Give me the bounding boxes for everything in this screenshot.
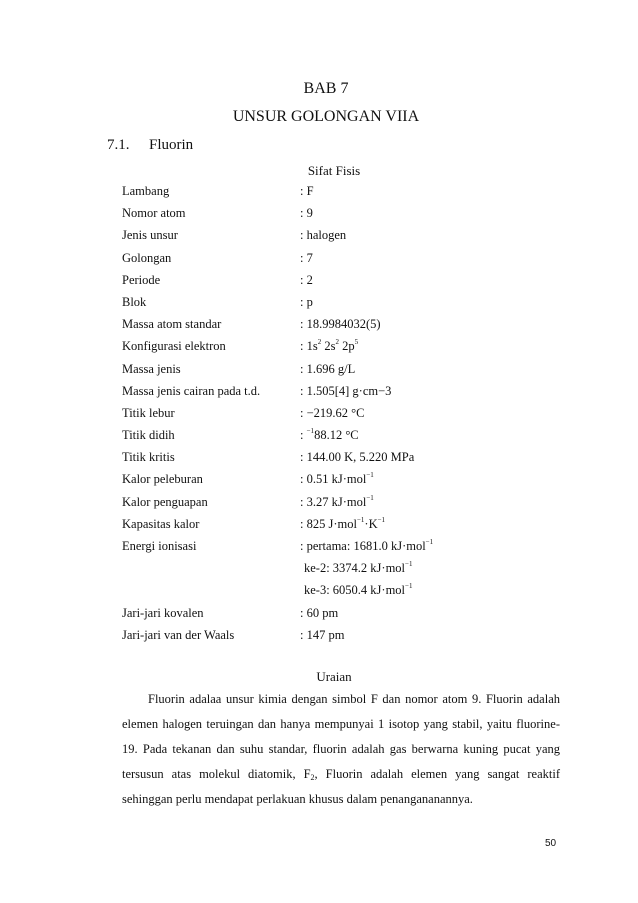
property-value: : 3.27 kJ·mol$^{-1}$: [300, 493, 374, 509]
property-value: : 147 pm: [300, 627, 345, 642]
property-label: Periode: [122, 272, 161, 287]
property-value: : 1.696 g/L: [300, 361, 356, 376]
description-heading: Uraian: [316, 669, 352, 684]
property-label: Massa jenis cairan pada t.d.: [122, 383, 261, 398]
property-row: [122, 339, 542, 361]
description-subscript: 2: [310, 772, 315, 782]
page-number: 50: [545, 838, 557, 849]
property-value: : $^{-1}$88.12 °C: [300, 427, 359, 443]
property-value: ke-2: 3374.2 kJ·mol$^{-1}$: [304, 560, 413, 576]
property-label: Lambang: [122, 184, 170, 198]
property-value: : 825 $J\cdot mol^{-1}\cdot K^{-1}$: [300, 515, 386, 531]
property-label: Nomor atom: [122, 206, 186, 221]
property-value: : 1.505[4] g·cm−3: [300, 383, 392, 398]
description-text-1: Fluorin adalaa unsur kimia dengan simbol F dan nomor atom 9. Fluorin adalah elemen halogen teruingan dan hanya mempunyai 1 isotop yang stabil, yaitu fluorine-19. Pada tekanan dan suhu standar, fluorin adalah gas berwarna kuning pucat yang tersusun atas molekul diatomik, F: [122, 692, 560, 781]
chapter-title: UNSUR GOLONGAN VIIA: [232, 108, 420, 125]
property-row: [122, 251, 542, 273]
property-value: : −219.62 °C: [300, 405, 365, 420]
property-value: : halogen: [300, 228, 347, 243]
property-row: [122, 517, 542, 539]
property-row: [122, 628, 542, 650]
property-value: : 2: [300, 272, 313, 287]
section-title: Fluorin: [149, 137, 194, 153]
property-row: [122, 184, 542, 206]
property-value: ke-3: 6050.4 kJ·mol$^{-1}$: [304, 582, 413, 598]
property-value: : $1s^2$ $2s^2$ $2p^5$: [300, 338, 359, 354]
property-label: Titik kritis: [122, 450, 175, 465]
property-value: : 60 pm: [300, 605, 339, 620]
property-row: [122, 295, 542, 317]
property-label: Jari-jari van der Waals: [122, 627, 235, 642]
property-label: Golongan: [122, 250, 172, 265]
property-value: : F: [300, 184, 314, 198]
property-row: [122, 228, 542, 250]
description-text-2: , Fluorin adalah elemen yang sangat reaktif sehinggan perlu mendapat perlakuan khusus dalam penangananannya.: [122, 766, 560, 806]
property-row: [122, 317, 542, 339]
property-label: Kalor penguapan: [122, 494, 208, 509]
property-value: : 18.9984032(5): [300, 317, 381, 332]
properties-table: [122, 184, 542, 650]
description-paragraph: [122, 687, 560, 812]
properties-heading: Sifat Fisis: [307, 163, 361, 178]
property-row: [122, 539, 542, 561]
property-label: Massa jenis: [122, 361, 181, 376]
property-row: [122, 406, 542, 428]
property-label: Energi ionisasi: [122, 539, 197, 553]
section-heading: [107, 137, 193, 154]
property-row: [122, 362, 542, 384]
property-value: : 7: [300, 250, 313, 265]
property-value: : 144.00 K, 5.220 MPa: [300, 450, 415, 465]
property-row: [122, 472, 542, 494]
chapter-number: BAB 7: [303, 80, 349, 97]
property-value: : 9: [300, 206, 313, 221]
property-row: [122, 428, 542, 450]
property-value: : 0.51 kJ·mol$^{-1}$: [300, 471, 374, 487]
property-label: Titik didih: [122, 428, 175, 443]
property-row: [122, 606, 542, 628]
property-value: : pertama: 1681.0 kJ·mol$^{-1}$: [300, 538, 434, 553]
property-row: [122, 495, 542, 517]
property-label: Massa atom standar: [122, 317, 222, 332]
property-row: [122, 561, 542, 583]
property-row: [122, 384, 542, 406]
property-value: : p: [300, 294, 313, 309]
property-row: [122, 273, 542, 295]
property-label: Kalor peleburan: [122, 472, 203, 487]
property-label: Jenis unsur: [122, 228, 178, 243]
section-number: 7.1.: [107, 137, 130, 153]
property-label: Titik lebur: [122, 405, 175, 420]
property-row: [122, 206, 542, 228]
property-label: Konfigurasi elektron: [122, 339, 226, 354]
property-label: Jari-jari kovalen: [122, 605, 204, 620]
property-row: [122, 450, 542, 472]
property-row: [122, 583, 542, 605]
property-label: Kapasitas kalor: [122, 516, 200, 531]
property-label: Blok: [122, 294, 147, 309]
